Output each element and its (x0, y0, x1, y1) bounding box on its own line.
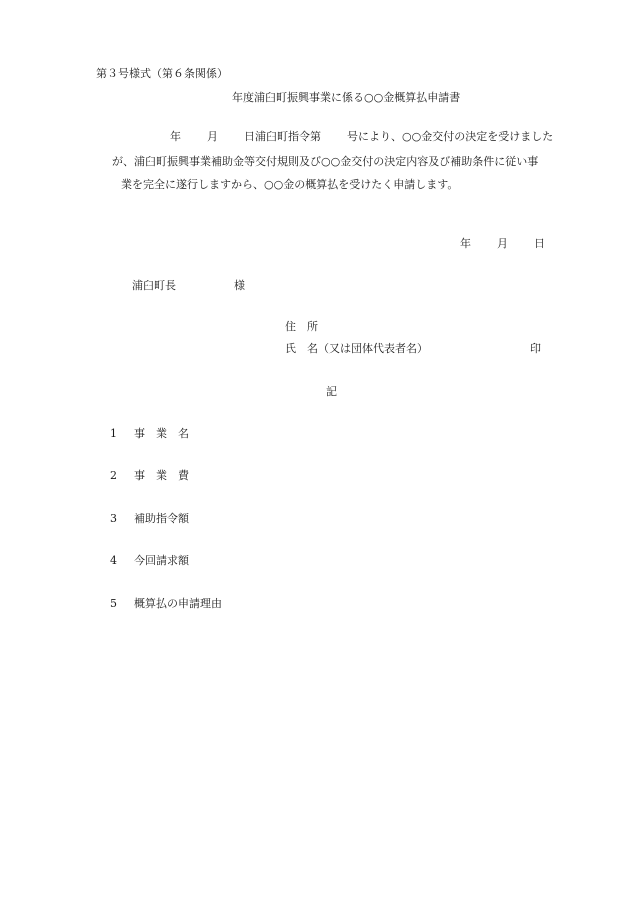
addressee-sama: 様 (234, 279, 245, 292)
date-year: 年 (460, 237, 471, 250)
item-number: 5 (110, 597, 117, 610)
addressee-name: 浦臼町長 (132, 279, 176, 292)
date-day: 日 (534, 237, 545, 250)
seal-mark: 印 (530, 342, 541, 355)
item-number: 3 (110, 512, 117, 525)
addressee (132, 280, 245, 291)
applicant-address-label: 住 所 (285, 320, 318, 333)
item-label: 概算払の申請理由 (134, 597, 222, 610)
body-line-3: 業を完全に遂行しますから、○○金の概算払を受けたく申請します。 (121, 178, 459, 191)
document-title: 年度浦臼町振興事業に係る○○金概算払申請書 (232, 91, 461, 104)
body-decision-text: 号により、○○金交付の決定を受けました (347, 130, 554, 143)
ki-heading: 記 (326, 385, 337, 398)
body-line-1 (170, 131, 553, 142)
item-label: 事 業 名 (134, 427, 189, 440)
body-month: 月 (207, 130, 218, 143)
list-item (110, 428, 189, 439)
date-line (460, 238, 545, 249)
item-number: 4 (110, 554, 117, 567)
item-label: 今回請求額 (134, 554, 189, 567)
form-number: 第３号様式（第６条関係） (96, 67, 228, 80)
body-line-2: が、浦臼町振興事業補助金等交付規則及び○○金交付の決定内容及び補助条件に従い事 (112, 155, 539, 168)
body-order-text: 日浦臼町指令第 (244, 130, 321, 143)
item-label: 補助指令額 (134, 512, 189, 525)
list-item (110, 470, 189, 481)
date-month: 月 (497, 237, 508, 250)
list-item (110, 598, 222, 609)
body-year: 年 (170, 130, 181, 143)
item-label: 事 業 費 (134, 469, 189, 482)
item-number: 2 (110, 469, 117, 482)
item-number: 1 (110, 427, 117, 440)
list-item (110, 513, 189, 524)
applicant-name-label: 氏 名（又は団体代表者名） (285, 342, 428, 355)
list-item (110, 555, 189, 566)
